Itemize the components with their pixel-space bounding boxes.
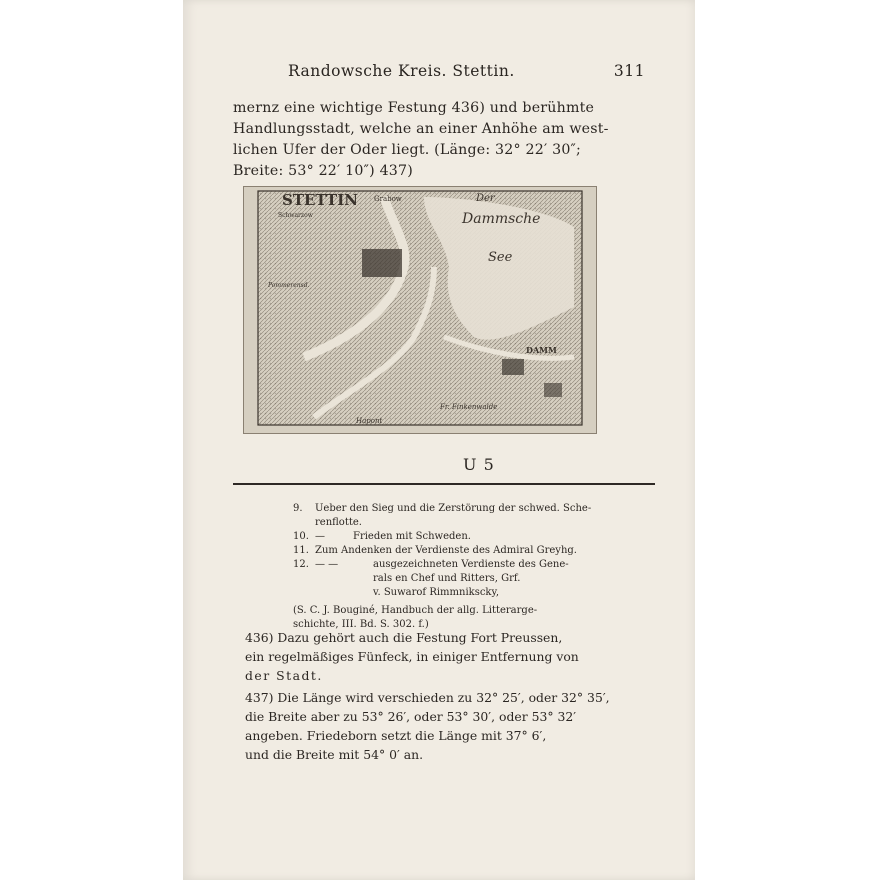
stettin-city-block	[362, 249, 402, 277]
note-dash: — —	[315, 559, 339, 570]
map-label-damm: DAMM	[526, 345, 557, 355]
map-label-grabow: Grabow	[374, 195, 402, 203]
header-title: Randowsche Kreis. Stettin.	[288, 62, 515, 80]
note-text: ausgezeichneten Verdienste des Gene-	[373, 559, 569, 570]
footnote-436	[245, 628, 645, 685]
note-citation: (S. C. J. Bouginé, Handbuch der allg. Litterarge-	[293, 605, 538, 616]
map-label-der: Der	[476, 193, 495, 204]
footnote-line: angeben. Friedeborn setzt die Länge mit 37° 6′,	[245, 728, 547, 743]
body-paragraph	[233, 98, 633, 182]
signature-mark: U 5	[463, 455, 495, 474]
note-number: 9.	[293, 503, 303, 514]
running-header	[288, 62, 645, 80]
map-label-hapont: Hapont	[356, 417, 383, 425]
book-page	[183, 0, 695, 880]
engraved-map	[243, 186, 597, 434]
map-label-finkenwalde: Fr. Finkenwalde	[440, 403, 498, 411]
footnote-437	[245, 688, 645, 764]
map-label-stettin: STETTIN	[282, 191, 358, 209]
note-row	[293, 502, 633, 516]
map-label-dammsche: Dammsche	[462, 211, 541, 227]
note-number: 11.	[293, 545, 309, 556]
body-line: lichen Ufer der Oder liegt. (Länge: 32° 22′ 30″;	[233, 142, 582, 158]
note-dash: —	[315, 531, 325, 542]
footnote-rule	[233, 483, 655, 485]
note-row	[293, 530, 633, 544]
note-row	[293, 558, 633, 572]
body-line: Breite: 53° 22′ 10″) 437)	[233, 163, 413, 179]
note-number: 10.	[293, 531, 309, 542]
note-continuation: rals en Chef und Ritters, Grf.	[373, 573, 521, 584]
note-row	[293, 544, 633, 558]
footnote-line: die Breite aber zu 53° 26′, oder 53° 30′, oder 53° 32′	[245, 709, 577, 724]
note-number: 12.	[293, 559, 309, 570]
note-continuation: v. Suwarof Rimmnikscky,	[373, 587, 499, 598]
note-text: Frieden mit Schweden.	[353, 531, 471, 542]
footnote-line: der Stadt.	[245, 668, 323, 683]
footnote-line: 437) Die Länge wird verschieden zu 32° 25′, oder 32° 35′,	[245, 690, 610, 705]
map-label-pommerensdorf: Pommerensd.	[268, 282, 310, 289]
footnote-line: und die Breite mit 54° 0′ an.	[245, 747, 424, 762]
map-label-see: See	[488, 250, 513, 265]
note-citation: schichte, III. Bd. S. 302. f.)	[293, 619, 429, 630]
medal-notes	[293, 502, 633, 632]
map-label-schwarzow: Schwarzow	[278, 212, 313, 219]
page-number: 311	[613, 62, 645, 80]
note-text: Zum Andenken der Verdienste des Admiral Greyhg.	[315, 545, 577, 556]
body-line: Handlungsstadt, welche an einer Anhöhe am west-	[233, 121, 609, 137]
damm-town-block	[502, 359, 524, 375]
footnote-line: 436) Dazu gehört auch die Festung Fort Preussen,	[245, 630, 563, 645]
footnote-line: ein regelmäßiges Fünfeck, in einiger Entfernung von	[245, 649, 579, 664]
map-illustration	[244, 187, 596, 433]
note-number	[293, 516, 315, 530]
note-text: Ueber den Sieg und die Zerstörung der schwed. Sche-	[315, 503, 592, 514]
note-row	[293, 516, 633, 530]
body-line: mernz eine wichtige Festung 436) und berühmte	[233, 100, 595, 116]
note-text: renflotte.	[315, 517, 362, 528]
